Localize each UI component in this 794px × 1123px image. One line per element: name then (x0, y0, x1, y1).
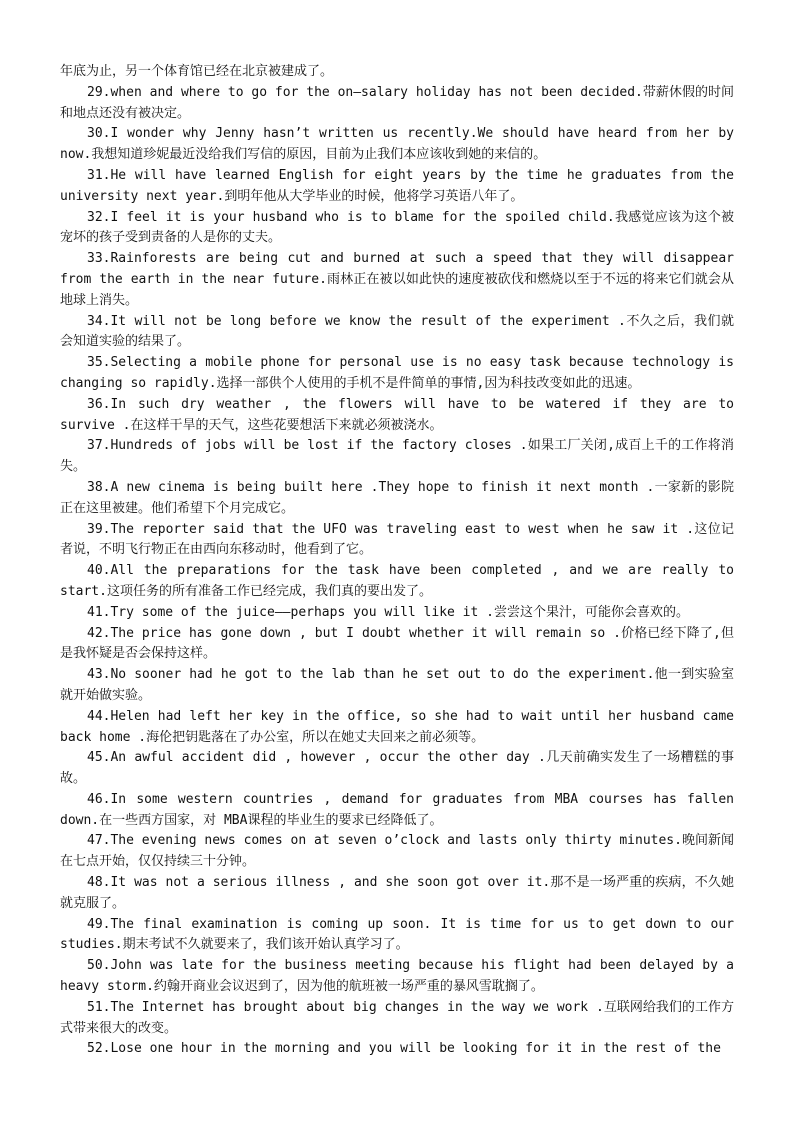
paragraph-37: 37.Hundreds of jobs will be lost if the factory closes .如果工厂关闭,成百上千的工作将消失。 (60, 438, 734, 475)
paragraph-42: 42.The price has gone down , but I doubt whether it will remain so .价格已经下降了,但是我怀疑是否会保持这样。 (60, 625, 734, 662)
paragraph-35: 35.Selecting a mobile phone for personal use is no easy task because technology is changing so rapidly.选择一部供个人使用的手机不是件简单的事情,因为科技改变如此的迅速。 (60, 355, 734, 391)
paragraph-43: 43.No sooner had he got to the lab than he set out to do the experiment.他一到实验室就开始做实验。 (60, 667, 734, 703)
paragraph-48: 48.It was not a serious illness , and she soon got over it.那不是一场严重的疾病，不久她就克服了。 (60, 875, 734, 911)
paragraph-41: 41.Try some of the juice——perhaps you will like it .尝尝这个果汁，可能你会喜欢的。 (87, 604, 689, 620)
paragraph-38: 38.A new cinema is being built here .They hope to finish it next month .一家新的影院正在这里被建。他们希望下个月完成它。 (60, 479, 734, 516)
paragraph-44: 44.Helen had left her key in the office, so she had to wait until her husband came back home .海伦把钥匙落在了办公室，所以在她丈夫回来之前必须等。 (60, 708, 734, 745)
paragraph-51: 51.The Internet has brought about big changes in the way we work .互联网给我们的工作方式带来很大的改变。 (60, 999, 734, 1036)
paragraph-34: 34.It will not be long before we know the result of the experiment .不久之后，我们就会知道实验的结果了。 (60, 313, 734, 350)
paragraph-45: 45.An awful accident did , however , occur the other day .几天前确实发生了一场糟糕的事故。 (60, 750, 734, 787)
paragraph-40: 40.All the preparations for the task have been completed , and we are really to start.这项任务的所有准备工作已经完成，我们真的要出发了。 (60, 563, 734, 599)
paragraph-33: 33.Rainforests are being cut and burned at such a speed that they will disappear from the earth in the near future.雨林正在被以如此快的速度被砍伐和燃烧以至于不远的将来它们就会从地球上消失。 (60, 251, 734, 308)
paragraph-31: 31.He will have learned English for eight years by the time he graduates from the university next year.到明年他从大学毕业的时候，他将学习英语八年了。 (60, 167, 734, 204)
paragraph-49: 49.The final examination is coming up soon. It is time for us to get down to our studies.期末考试不久就要来了，我们该开始认真学习了。 (60, 916, 734, 953)
paragraph-47: 47.The evening news comes on at seven o’clock and lasts only thirty minutes.晚间新闻在七点开始，仅仅持续三十分钟。 (60, 833, 734, 870)
paragraph-continuation: 年底为止，另一个体育馆已经在北京被建成了。 (60, 64, 334, 79)
paragraph-30: 30.I wonder why Jenny hasn’t written us recently.We should have heard from her by now.我想知道珍妮最近没给我们写信的原因，目前为止我们本应该收到她的来信的。 (60, 126, 734, 163)
paragraph-29: 29.when and where to go for the on—salary holiday has not been decided.带薪休假的时间和地点还没有被决定。 (60, 84, 734, 121)
paragraph-52: 52.Lose one hour in the morning and you will be looking for it in the rest of the (87, 1041, 721, 1057)
paragraph-32: 32.I feel it is your husband who is to blame for the spoiled child.我感觉应该为这个被宠坏的孩子受到责备的人是你的丈夫。 (60, 209, 734, 246)
paragraph-39: 39.The reporter said that the UFO was traveling east to west when he saw it .这位记者说，不明飞行物正在由西向东移动时，他看到了它。 (60, 521, 734, 558)
paragraph-36: 36.In such dry weather , the flowers will have to be watered if they are to survive .在这样干旱的天气，这些花要想活下来就必须被浇水。 (60, 396, 734, 433)
paragraph-46: 46.In some western countries , demand for graduates from MBA courses has fallen down.在一些西方国家，对 MBA课程的毕业生的要求已经降低了。 (60, 791, 734, 828)
paragraph-50: 50.John was late for the business meeting because his flight had been delayed by a heavy storm.约翰开商业会议迟到了，因为他的航班被一场严重的暴风雪耽搁了。 (60, 958, 734, 995)
